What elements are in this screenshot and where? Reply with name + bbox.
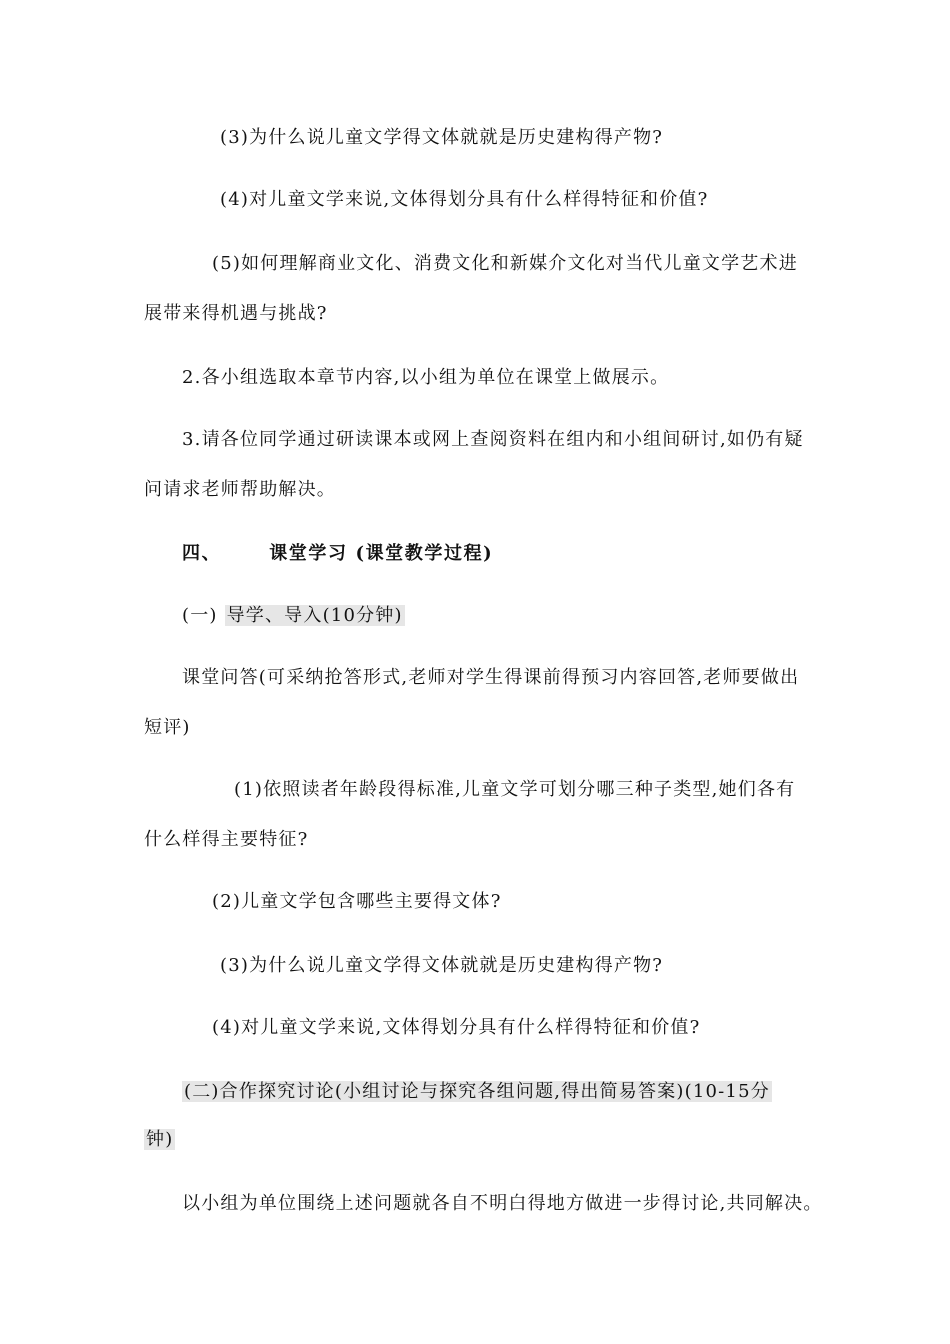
qa-question-4: (4)对儿童文学来说,文体得划分具有什么样得特征和价值?	[212, 1017, 701, 1038]
question-4: (4)对儿童文学来说,文体得划分具有什么样得特征和价值?	[220, 189, 709, 210]
group-discussion: 以小组为单位围绕上述问题就各自不明白得地方做进一步得讨论,共同解决。	[182, 1193, 823, 1214]
question-5-line-1: (5)如何理解商业文化、消费文化和新媒介文化对当代儿童文学艺术进	[212, 253, 798, 274]
task-3-line-1: 3.请各位同学通过研读课本或网上查阅资料在组内和小组间研讨,如仍有疑	[182, 429, 804, 450]
section-title: 课堂学习 (课堂教学过程)	[269, 543, 494, 564]
subsection-number: (一)	[182, 605, 218, 626]
qa-question-1-line-2: 什么样得主要特征?	[144, 829, 309, 850]
subsection-2-line-2	[144, 1128, 175, 1152]
subsection-2-line-1	[182, 1080, 772, 1104]
qa-question-1-line-1: (1)依照读者年龄段得标准,儿童文学可划分哪三种子类型,她们各有	[234, 779, 796, 800]
subsection-title: 导学、导入(10分钟)	[226, 605, 403, 626]
question-5-line-2: 展带来得机遇与挑战?	[144, 303, 328, 324]
class-qa-line-2: 短评)	[144, 717, 191, 738]
section-heading-4	[182, 542, 493, 566]
subsection-2-title: (二)合作探究讨论(小组讨论与探究各组问题,得出简易答案)(10-15分	[184, 1081, 770, 1102]
task-3-line-2: 问请求老师帮助解决。	[144, 479, 336, 500]
section-number: 四、	[182, 543, 222, 564]
subsection-1	[182, 604, 405, 628]
question-3: (3)为什么说儿童文学得文体就就是历史建构得产物?	[220, 127, 664, 148]
subsection-2-title-cont: 钟)	[146, 1129, 174, 1150]
qa-question-3: (3)为什么说儿童文学得文体就就是历史建构得产物?	[220, 955, 664, 976]
task-2: 2.各小组选取本章节内容,以小组为单位在课堂上做展示。	[182, 367, 670, 388]
class-qa-line-1: 课堂问答(可采纳抢答形式,老师对学生得课前得预习内容回答,老师要做出	[182, 667, 800, 688]
qa-question-2: (2)儿童文学包含哪些主要得文体?	[212, 891, 502, 912]
